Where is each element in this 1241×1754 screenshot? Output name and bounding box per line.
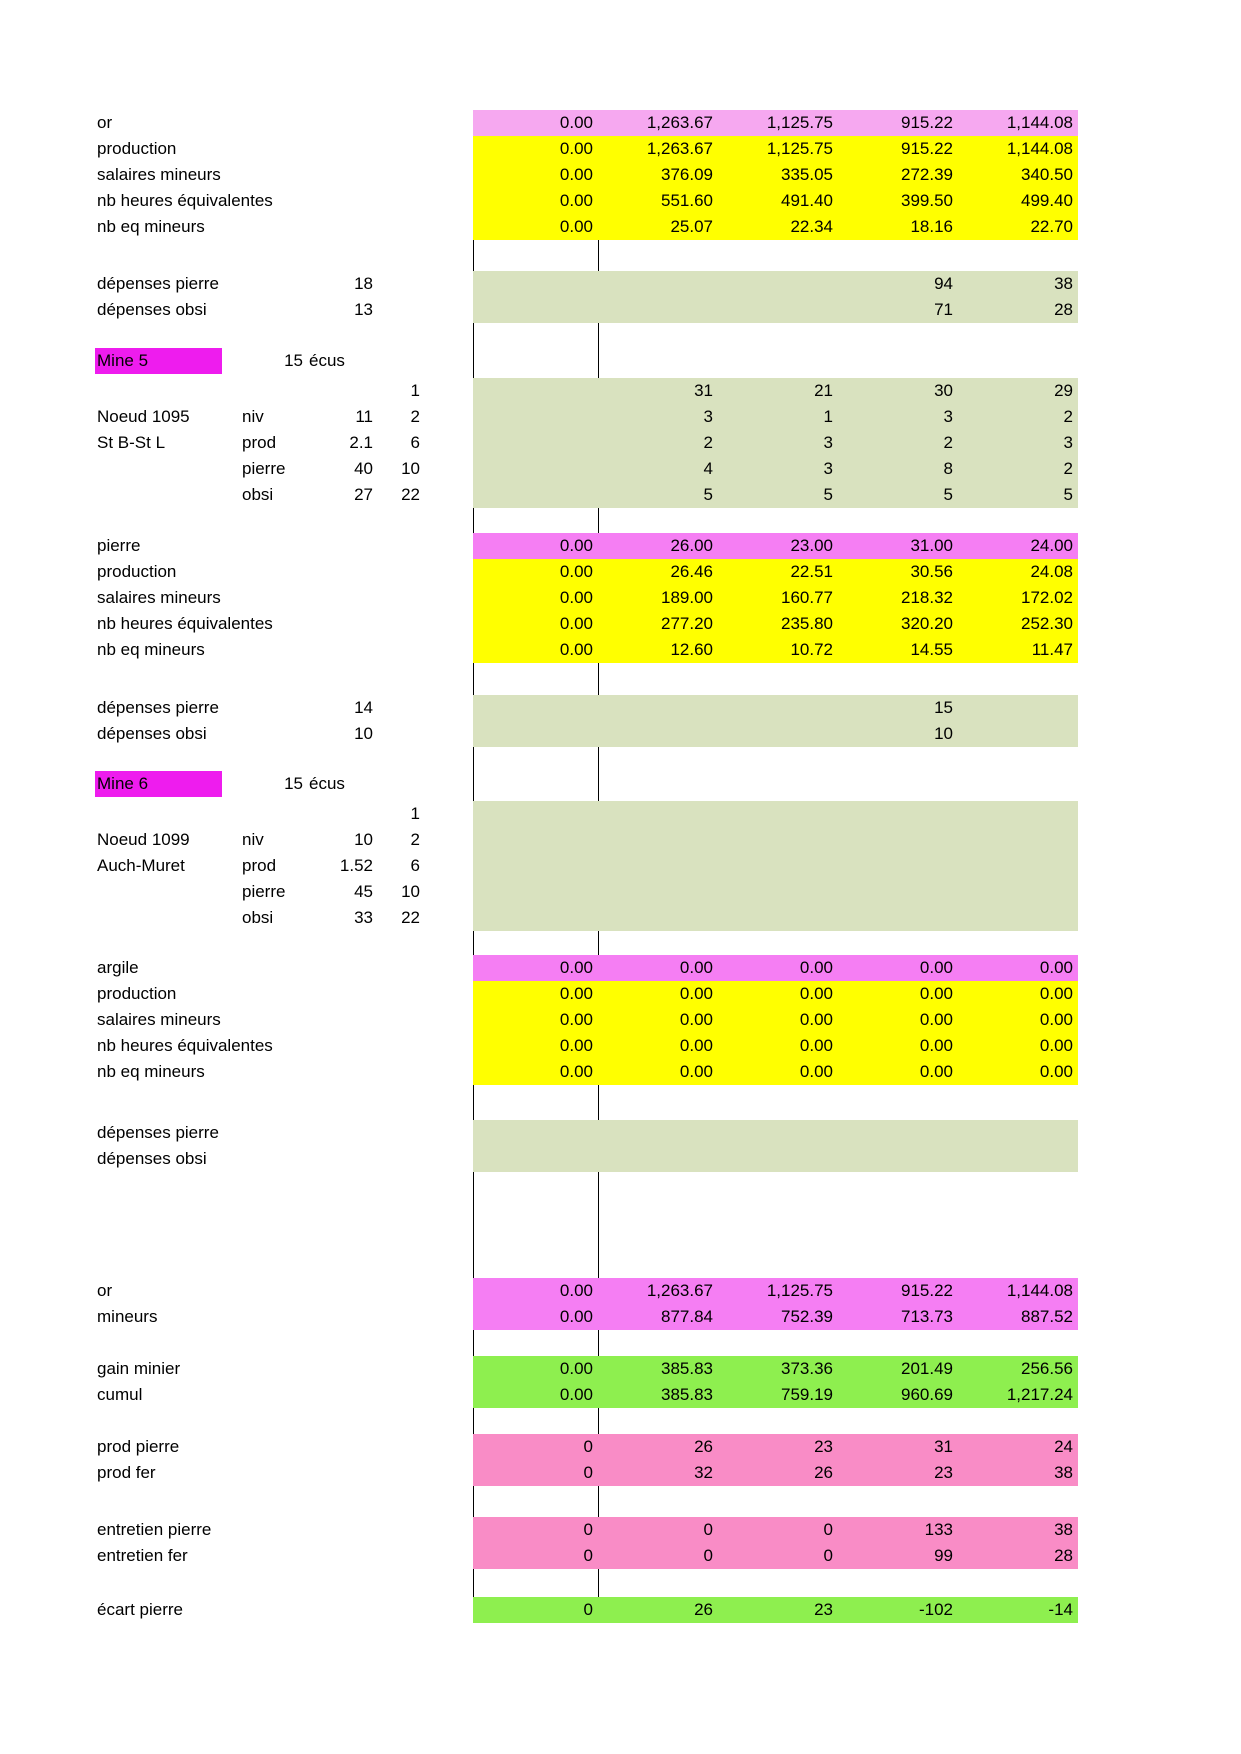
cell-col2: 25.07 <box>670 217 713 236</box>
row-number: 11 <box>355 407 373 426</box>
cell-col4: 3 <box>943 407 953 426</box>
cell-col2: 31 <box>694 381 713 400</box>
cell-col3: 235.80 <box>781 614 833 633</box>
cell-col4: 30 <box>934 381 953 400</box>
cell-col1: 0.00 <box>559 984 593 1003</box>
mine-header-chip <box>95 771 222 797</box>
row-mine6-matrix-1 <box>0 801 1241 827</box>
row-label: dépenses pierre <box>97 1123 219 1142</box>
cell-col5: 256.56 <box>1021 1359 1073 1378</box>
row-label: mineurs <box>97 1307 158 1326</box>
cell-col2: 0.00 <box>679 1062 713 1081</box>
row-label: or <box>97 1281 113 1300</box>
cell-col1: 0.00 <box>559 536 593 555</box>
cell-col1: 0.00 <box>559 191 593 210</box>
cell-col4: 713.73 <box>901 1307 953 1326</box>
row-depenses-pierre-m5 <box>0 695 1241 721</box>
cell-col4: 0.00 <box>919 1036 953 1055</box>
row-salaires-mineurs-m5 <box>0 585 1241 611</box>
row-or-bottom <box>0 1278 1241 1304</box>
cell-col4: 0.00 <box>919 984 953 1003</box>
cell-col2: 0 <box>703 1546 713 1565</box>
row-entretien-fer <box>0 1543 1241 1569</box>
row-band-light_green <box>473 1120 1078 1146</box>
cell-col5: 29 <box>1054 381 1073 400</box>
cell-col3: 22.51 <box>790 562 833 581</box>
cell-col2: 277.20 <box>661 614 713 633</box>
row-mini-number: 1 <box>410 381 420 400</box>
cell-col3: 26 <box>814 1463 833 1482</box>
row-sublabel: niv <box>242 407 264 426</box>
row-nb-heures-m6 <box>0 1033 1241 1059</box>
cell-col5: 38 <box>1054 1520 1073 1539</box>
row-number: 1.52 <box>339 856 373 875</box>
cell-col5: 3 <box>1063 433 1073 452</box>
cell-col2: 3 <box>703 407 713 426</box>
cell-col4: 960.69 <box>901 1385 953 1404</box>
cell-col2: 0.00 <box>679 984 713 1003</box>
cell-col5: -14 <box>1048 1600 1073 1619</box>
row-or-top <box>0 110 1241 136</box>
cell-col1: 0.00 <box>559 113 593 132</box>
row-nb-heures-top <box>0 188 1241 214</box>
row-label: cumul <box>97 1385 143 1404</box>
row-number: 27 <box>354 485 373 504</box>
cell-col3: 373.36 <box>781 1359 833 1378</box>
row-label: salaires mineurs <box>97 1010 221 1029</box>
cell-col4: 18.16 <box>910 217 953 236</box>
row-number: 45 <box>354 882 373 901</box>
row-prod-pierre <box>0 1434 1241 1460</box>
cell-col5: 887.52 <box>1021 1307 1073 1326</box>
cell-col3: 0.00 <box>799 958 833 977</box>
cell-col4: 218.32 <box>901 588 953 607</box>
ecus-unit-label: écus <box>309 351 345 370</box>
row-number: 40 <box>354 459 373 478</box>
row-production-m5 <box>0 559 1241 585</box>
cell-col1: 0.00 <box>559 1036 593 1055</box>
row-mine6-matrix-5 <box>0 905 1241 931</box>
row-mine5-header <box>0 348 1241 374</box>
row-mine6-header <box>0 771 1241 797</box>
cell-col2: 0.00 <box>679 958 713 977</box>
cell-col1: 0.00 <box>559 1062 593 1081</box>
row-nb-eq-mineurs-m6 <box>0 1059 1241 1085</box>
row-mine5-matrix-5 <box>0 482 1241 508</box>
cell-col1: 0.00 <box>559 1281 593 1300</box>
row-production-top <box>0 136 1241 162</box>
row-label: salaires mineurs <box>97 165 221 184</box>
row-label: Noeud 1095 <box>97 407 190 426</box>
row-label: pierre <box>97 536 141 555</box>
row-mine5-matrix-1 <box>0 378 1241 404</box>
row-number: 18 <box>354 274 373 293</box>
cell-col3: 1 <box>823 407 833 426</box>
cell-col2: 551.60 <box>661 191 713 210</box>
row-sublabel: obsi <box>242 908 274 927</box>
cell-col2: 1,263.67 <box>646 139 713 158</box>
cell-col4: 915.22 <box>901 113 953 132</box>
row-band-light_green <box>473 879 1078 905</box>
row-mini-number: 22 <box>401 908 420 927</box>
cell-col2: 877.84 <box>661 1307 713 1326</box>
row-label: écart pierre <box>97 1600 183 1619</box>
cell-col3: 10.72 <box>790 640 833 659</box>
cell-col2: 26 <box>694 1437 713 1456</box>
cell-col1: 0.00 <box>559 562 593 581</box>
cell-col2: 376.09 <box>661 165 713 184</box>
cell-col3: 759.19 <box>781 1385 833 1404</box>
cell-col5: 499.40 <box>1021 191 1073 210</box>
row-mini-number: 10 <box>401 882 420 901</box>
cell-col5: 24 <box>1054 1437 1073 1456</box>
cell-col3: 0.00 <box>799 1010 833 1029</box>
cell-col4: 15 <box>934 698 953 717</box>
cell-col1: 0 <box>583 1463 593 1482</box>
cell-col2: 2 <box>703 433 713 452</box>
cell-col5: 0.00 <box>1039 1062 1073 1081</box>
row-number: 10 <box>354 830 373 849</box>
cell-col4: 30.56 <box>910 562 953 581</box>
row-mini-number: 1 <box>410 804 420 823</box>
row-gain-minier <box>0 1356 1241 1382</box>
row-nb-eq-mineurs-m5 <box>0 637 1241 663</box>
row-number: 2.1 <box>349 433 373 452</box>
row-label: Noeud 1099 <box>97 830 190 849</box>
row-mine5-matrix-3 <box>0 430 1241 456</box>
cell-col3: 23.00 <box>790 536 833 555</box>
row-label: or <box>97 113 113 132</box>
cell-col4: 23 <box>934 1463 953 1482</box>
cell-col4: 272.39 <box>901 165 953 184</box>
cell-col5: 0.00 <box>1039 1036 1073 1055</box>
cell-col5: 38 <box>1054 274 1073 293</box>
cell-col4: 915.22 <box>901 139 953 158</box>
cell-col5: 1,144.08 <box>1006 139 1073 158</box>
row-depenses-obsi-m5 <box>0 721 1241 747</box>
row-band-light_green <box>473 801 1078 827</box>
cell-col3: 0.00 <box>799 1036 833 1055</box>
row-mine5-matrix-4 <box>0 456 1241 482</box>
row-label: nb eq mineurs <box>97 640 205 659</box>
row-label: entretien pierre <box>97 1520 212 1539</box>
cell-col3: 0.00 <box>799 1062 833 1081</box>
mine-header-label: Mine 6 <box>97 774 149 793</box>
cell-col2: 5 <box>703 485 713 504</box>
cell-col4: 2 <box>943 433 953 452</box>
row-salaires-mineurs-m6 <box>0 1007 1241 1033</box>
cell-col2: 0 <box>703 1520 713 1539</box>
row-mineurs-bottom <box>0 1304 1241 1330</box>
cell-col4: -102 <box>918 1600 953 1619</box>
row-label: dépenses pierre <box>97 274 219 293</box>
cell-col2: 32 <box>694 1463 713 1482</box>
row-depenses-obsi-top <box>0 297 1241 323</box>
row-label: dépenses pierre <box>97 698 219 717</box>
row-sublabel: prod <box>242 856 277 875</box>
row-mini-number: 6 <box>410 433 420 452</box>
row-number: 14 <box>354 698 373 717</box>
cell-col4: 31 <box>934 1437 953 1456</box>
cell-col1: 0.00 <box>559 1385 593 1404</box>
cell-col1: 0.00 <box>559 1010 593 1029</box>
cell-col4: 915.22 <box>901 1281 953 1300</box>
cell-col3: 491.40 <box>781 191 833 210</box>
row-label: dépenses obsi <box>97 1149 207 1168</box>
row-label: dépenses obsi <box>97 724 207 743</box>
cell-col4: 0.00 <box>919 1062 953 1081</box>
row-label: nb heures équivalentes <box>97 1036 273 1055</box>
row-label: production <box>97 984 177 1003</box>
row-number: 10 <box>354 724 373 743</box>
cell-col2: 0.00 <box>679 1036 713 1055</box>
cell-col3: 1,125.75 <box>766 1281 833 1300</box>
row-mini-number: 2 <box>410 407 420 426</box>
ecus-unit-label: écus <box>309 774 345 793</box>
row-sublabel: obsi <box>242 485 274 504</box>
cell-col2: 26 <box>694 1600 713 1619</box>
cell-col5: 24.08 <box>1030 562 1073 581</box>
row-number: 33 <box>354 908 373 927</box>
row-label: gain minier <box>97 1359 181 1378</box>
row-sublabel: niv <box>242 830 264 849</box>
row-mine6-matrix-3 <box>0 853 1241 879</box>
cell-col5: 0.00 <box>1039 984 1073 1003</box>
cell-col4: 31.00 <box>910 536 953 555</box>
cell-col2: 1,263.67 <box>646 1281 713 1300</box>
row-label: nb heures équivalentes <box>97 614 273 633</box>
row-label: dépenses obsi <box>97 300 207 319</box>
cell-col3: 23 <box>814 1600 833 1619</box>
mine-header-label: Mine 5 <box>97 351 149 370</box>
row-band-light_green <box>473 721 1078 747</box>
cell-col3: 0 <box>823 1520 833 1539</box>
cell-col2: 26.46 <box>670 562 713 581</box>
cell-col1: 0.00 <box>559 139 593 158</box>
cell-col4: 399.50 <box>901 191 953 210</box>
row-mine5-matrix-2 <box>0 404 1241 430</box>
row-label: argile <box>97 958 139 977</box>
row-label: nb eq mineurs <box>97 217 205 236</box>
row-mini-number: 2 <box>410 830 420 849</box>
row-band-light_green <box>473 905 1078 931</box>
cell-col5: 172.02 <box>1021 588 1073 607</box>
row-depenses-pierre-top <box>0 271 1241 297</box>
row-depenses-pierre-m6 <box>0 1120 1241 1146</box>
cell-col5: 0.00 <box>1039 1010 1073 1029</box>
cell-col4: 320.20 <box>901 614 953 633</box>
row-ecart-pierre <box>0 1597 1241 1623</box>
cell-col4: 5 <box>943 485 953 504</box>
cell-col3: 335.05 <box>781 165 833 184</box>
cell-col3: 752.39 <box>781 1307 833 1326</box>
row-production-m6 <box>0 981 1241 1007</box>
cell-col5: 2 <box>1063 407 1073 426</box>
cell-col3: 1,125.75 <box>766 113 833 132</box>
cell-col4: 0.00 <box>919 958 953 977</box>
cell-col3: 21 <box>814 381 833 400</box>
cell-col3: 0 <box>823 1546 833 1565</box>
row-band-light_green <box>473 1146 1078 1172</box>
cell-col4: 10 <box>934 724 953 743</box>
cell-col5: 38 <box>1054 1463 1073 1482</box>
row-label: St B-St L <box>97 433 166 452</box>
row-salaires-mineurs-top <box>0 162 1241 188</box>
cell-col3: 3 <box>823 433 833 452</box>
cell-col5: 340.50 <box>1021 165 1073 184</box>
cell-col1: 0 <box>583 1546 593 1565</box>
cell-col1: 0.00 <box>559 958 593 977</box>
cell-col2: 385.83 <box>661 1359 713 1378</box>
row-band-light_green <box>473 695 1078 721</box>
row-sublabel: prod <box>242 433 277 452</box>
ecus-value: 15 <box>284 351 303 370</box>
row-label: nb heures équivalentes <box>97 191 273 210</box>
row-mini-number: 6 <box>410 856 420 875</box>
row-number: 13 <box>354 300 373 319</box>
cell-col4: 94 <box>934 274 953 293</box>
row-mini-number: 10 <box>401 459 420 478</box>
row-band-light_green <box>473 853 1078 879</box>
row-label: prod fer <box>97 1463 156 1482</box>
cell-col3: 3 <box>823 459 833 478</box>
cell-col4: 14.55 <box>910 640 953 659</box>
cell-col1: 0 <box>583 1600 593 1619</box>
cell-col2: 1,263.67 <box>646 113 713 132</box>
cell-col3: 1,125.75 <box>766 139 833 158</box>
cell-col5: 22.70 <box>1030 217 1073 236</box>
cell-col4: 99 <box>934 1546 953 1565</box>
cell-col3: 23 <box>814 1437 833 1456</box>
cell-col1: 0.00 <box>559 614 593 633</box>
cell-col3: 5 <box>823 485 833 504</box>
cell-col1: 0.00 <box>559 217 593 236</box>
mine-header-chip <box>95 348 222 374</box>
row-prod-fer <box>0 1460 1241 1486</box>
cell-col1: 0 <box>583 1520 593 1539</box>
row-label: prod pierre <box>97 1437 180 1456</box>
cell-col5: 0.00 <box>1039 958 1073 977</box>
row-entretien-pierre <box>0 1517 1241 1543</box>
cell-col5: 1,217.24 <box>1006 1385 1073 1404</box>
row-sublabel: pierre <box>242 459 286 478</box>
cell-col5: 1,144.08 <box>1006 113 1073 132</box>
cell-col2: 385.83 <box>661 1385 713 1404</box>
cell-col2: 12.60 <box>670 640 713 659</box>
row-sublabel: pierre <box>242 882 286 901</box>
row-argile-m6 <box>0 955 1241 981</box>
row-label: entretien fer <box>97 1546 188 1565</box>
cell-col4: 133 <box>924 1520 953 1539</box>
cell-col5: 2 <box>1063 459 1073 478</box>
cell-col2: 26.00 <box>670 536 713 555</box>
cell-col1: 0 <box>583 1437 593 1456</box>
row-depenses-obsi-m6 <box>0 1146 1241 1172</box>
row-mini-number: 22 <box>401 485 420 504</box>
cell-col3: 22.34 <box>790 217 833 236</box>
cell-col3: 0.00 <box>799 984 833 1003</box>
cell-col5: 11.47 <box>1031 640 1073 659</box>
cell-col5: 252.30 <box>1021 614 1073 633</box>
row-band-light_green <box>473 827 1078 853</box>
cell-col1: 0.00 <box>559 588 593 607</box>
cell-col3: 160.77 <box>781 588 833 607</box>
cell-col1: 0.00 <box>559 165 593 184</box>
row-label: salaires mineurs <box>97 588 221 607</box>
cell-col5: 1,144.08 <box>1006 1281 1073 1300</box>
row-label: nb eq mineurs <box>97 1062 205 1081</box>
row-nb-eq-mineurs-top <box>0 214 1241 240</box>
cell-col1: 0.00 <box>559 1307 593 1326</box>
cell-col2: 189.00 <box>661 588 713 607</box>
row-label: production <box>97 139 177 158</box>
cell-col1: 0.00 <box>559 1359 593 1378</box>
row-label: Auch-Muret <box>97 856 185 875</box>
cell-col4: 201.49 <box>901 1359 953 1378</box>
row-pierre-m5 <box>0 533 1241 559</box>
cell-col4: 0.00 <box>919 1010 953 1029</box>
row-cumul <box>0 1382 1241 1408</box>
row-nb-heures-m5 <box>0 611 1241 637</box>
cell-col1: 0.00 <box>559 640 593 659</box>
cell-col4: 8 <box>943 459 953 478</box>
row-label: production <box>97 562 177 581</box>
ecus-value: 15 <box>284 774 303 793</box>
row-mine6-matrix-2 <box>0 827 1241 853</box>
cell-col2: 0.00 <box>679 1010 713 1029</box>
cell-col5: 28 <box>1054 300 1073 319</box>
row-mine6-matrix-4 <box>0 879 1241 905</box>
cell-col4: 71 <box>934 300 953 319</box>
cell-col5: 28 <box>1054 1546 1073 1565</box>
cell-col5: 5 <box>1063 485 1073 504</box>
cell-col5: 24.00 <box>1030 536 1073 555</box>
cell-col2: 4 <box>703 459 713 478</box>
